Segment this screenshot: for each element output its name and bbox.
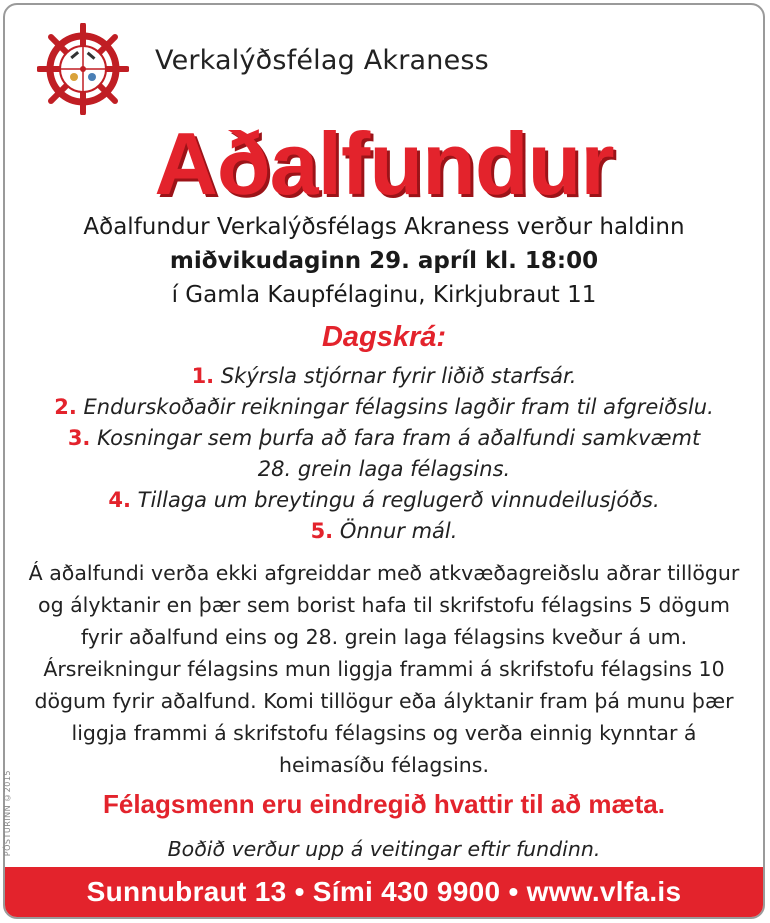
page-title: Aðalfundur <box>154 114 614 213</box>
paragraph-line: og ályktanir en þær sem borist hafa til skrifstofu félagsins 5 dögum <box>38 593 730 617</box>
agenda-item-text: Önnur mál. <box>333 519 458 543</box>
org-name: Verkalýðsfélag Akraness <box>155 45 489 76</box>
proposals-paragraph <box>25 557 743 653</box>
agenda-item-number: 1. <box>191 364 215 388</box>
intro-line: Aðalfundur Verkalýðsfélags Akraness verður haldinn <box>83 214 685 240</box>
agenda-item-number: 4. <box>108 488 131 512</box>
agenda-item-number: 3. <box>67 426 91 450</box>
agenda-item-text: Tillaga um breytingu á reglugerð vinnudeilusjóðs. <box>130 488 660 512</box>
header <box>37 23 737 113</box>
paragraph-line: fyrir aðalfund eins og 28. grein laga félagsins kveður á um. <box>80 625 688 649</box>
agenda-item-text: Skýrsla stjórnar fyrir liðið starfsár. <box>214 364 577 388</box>
contact-footer: Sunnubraut 13 • Sími 430 9900 • www.vlfa.is <box>5 867 763 917</box>
agenda-item <box>5 361 763 392</box>
agenda-item-continuation: 28. grein laga félagsins. <box>257 457 511 481</box>
agenda-item-text: Endurskoðaðir reikningar félagsins lagðir fram til afgreiðslu. <box>76 395 714 419</box>
agenda-item-number: 2. <box>54 395 77 419</box>
agenda-title: Dagskrá: <box>321 321 447 353</box>
agenda-list <box>5 361 763 547</box>
agenda-item-number: 5. <box>310 519 334 543</box>
paragraph-line: dögum fyrir aðalfund. Komi tillögur eða ályktanir fram þá munu þær <box>34 689 734 713</box>
ship-wheel-logo-icon <box>37 23 129 115</box>
paragraph-line: heimasíðu félagsins. <box>279 753 489 777</box>
intro-date-line: miðvikudaginn 29. apríl kl. 18:00 <box>169 248 599 274</box>
agenda-item <box>5 516 763 547</box>
publisher-credit: PÓSTURINN ©2015 <box>3 770 12 857</box>
intro-location-line: í Gamla Kaupfélaginu, Kirkjubraut 11 <box>171 282 597 308</box>
paragraph-line: Á aðalfundi verða ekki afgreiddar með atkvæðagreiðslu aðrar tillögur <box>28 561 740 585</box>
ad-frame <box>3 3 765 919</box>
paragraph-line: Ársreikningur félagsins mun liggja frammi á skrifstofu félagsins 10 <box>43 657 725 681</box>
agenda-item-text: Kosningar sem þurfa að fara fram á aðalfundi samkvæmt <box>90 426 701 450</box>
refreshments-note: Boðið verður upp á veitingar eftir fundinn. <box>167 837 601 861</box>
paragraph-line: liggja frammi á skrifstofu félagsins og verða einnig kynntar á <box>71 721 697 745</box>
accounts-paragraph <box>25 653 743 781</box>
intro-block <box>5 210 763 312</box>
agenda-item <box>5 423 763 454</box>
call-to-action: Félagsmenn eru eindregið hvattir til að mæta. <box>102 789 665 819</box>
agenda-item <box>5 392 763 423</box>
agenda-item <box>5 485 763 516</box>
